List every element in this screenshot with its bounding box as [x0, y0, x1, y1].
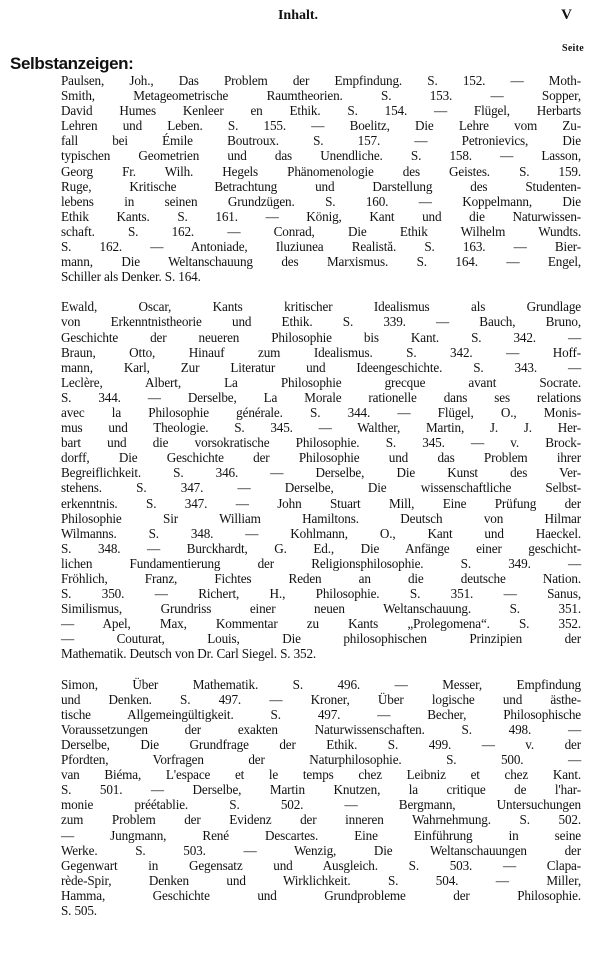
entry-line: David Humes Kenleer en Ethik. S. 154. — Flügel, Herbarts — [61, 103, 581, 119]
entry-line: Georg Fr. Wilh. Hegels Phänomenologie des Geistes. S. 159. — [61, 163, 581, 179]
entry-line: bart und die vorsokratische Philosophie. S. 345. — v. Brock- — [61, 435, 581, 451]
entry-line: S. 505. — [61, 902, 97, 918]
entry-line: lebens in seinen Grundzügen. S. 160. — Koppelmann, Die — [61, 193, 581, 209]
entry-line: lichen Fundamentierung der Religionsphilosophie. S. 349. — — [61, 555, 581, 571]
entry-line: Mathematik. Deutsch von Dr. Carl Siegel. S. 352. — [61, 646, 317, 662]
entry-line: mann, Die Weltanschauung des Marxismus. S. 164. — Engel, — [61, 254, 581, 270]
column-label: Seite — [561, 43, 584, 54]
entry-line: Ethik Kants. S. 161. — König, Kant und die Naturwissen- — [61, 208, 581, 224]
entry-paragraph — [61, 677, 581, 919]
entry-line: Begreiflichkeit. S. 346. — Derselbe, Die Kunst des Ver- — [61, 465, 581, 481]
entry-line: Smith, Metageometrische Raumtheorien. S. 153. — Sopper, — [61, 88, 581, 104]
entry-line: Wilmanns. S. 348. — Kohlmann, O., Kant und Haeckel. — [61, 525, 581, 541]
entry-line: typischen Geometrien und das Unendliche. S. 158. — Lasson, — [61, 148, 581, 164]
entry-line: Gegenwart in Gegensatz und Ausgleich. S. 503. — Clapa- — [61, 857, 581, 873]
entry-line: Pfordten, Vorfragen der Naturphilosophie. S. 500. — — [61, 752, 581, 768]
entry-line: — Jungmann, René Descartes. Eine Einführung in seine — [61, 827, 581, 843]
entry-line: fall bei Émile Boutroux. S. 157. — Petronievics, Die — [61, 133, 581, 149]
page-number: V — [561, 7, 572, 23]
entry-line: S. 501. — Derselbe, Martin Knutzen, la critique de l'har- — [61, 782, 581, 798]
entry-line: Werke. S. 503. — Wenzig, Die Weltanschauungen der — [61, 842, 581, 858]
entry-line: S. 348. — Burckhardt, G. Ed., Die Anfänge einer geschicht- — [61, 540, 581, 556]
entry-line: Philosophie Sir William Hamiltons. Deutsch von Hilmar — [61, 510, 581, 526]
entry-line: von Erkenntnistheorie und Ethik. S. 339. — Bauch, Bruno, — [61, 314, 581, 330]
entry-line: tische Allgemeingültigkeit. S. 497. — Becher, Philosophische — [61, 706, 581, 722]
entry-line: erkenntnis. S. 347. — John Stuart Mill, Eine Prüfung der — [61, 495, 581, 511]
entry-line: S. 344. — Derselbe, La Morale rationelle dans ses relations — [61, 389, 581, 405]
entry-line: S. 162. — Antoniade, Iluziunea Realistă. S. 163. — Bier- — [61, 239, 581, 255]
entry-line: zum Problem der Evidenz der inneren Wahrnehmung. S. 502. — [61, 812, 581, 828]
entry-line: van Biéma, L'espace et le temps chez Leibniz et chez Kant. — [61, 767, 581, 783]
entry-line: monie préétablie. S. 502. — Bergmann, Untersuchungen — [61, 797, 581, 813]
entry-line: S. 350. — Richert, H., Philosophie. S. 351. — Sanus, — [61, 586, 581, 602]
entry-line: Fröhlich, Franz, Fichtes Reden an die deutsche Nation. — [61, 571, 581, 586]
entry-line: Geschichte der neueren Philosophie bis Kant. S. 342. — — [61, 329, 581, 345]
entry-line: stehens. S. 347. — Derselbe, Die wissenschaftliche Selbst- — [61, 480, 581, 496]
entry-line: Hamma, Geschichte und Grundprobleme der Philosophie. — [61, 887, 581, 903]
entry-paragraph — [61, 299, 581, 661]
entry-line: Similismus, Grundriss einer neuen Weltanschauung. S. 351. — [61, 601, 581, 617]
entry-line: Leclère, Albert, La Philosophie grecque avant Socrate. — [61, 374, 581, 390]
entry-line: Schiller als Denker. S. 164. — [61, 269, 201, 285]
entry-line: Simon, Über Mathematik. S. 496. — Messer, Empfindung — [61, 676, 581, 692]
entry-line: Braun, Otto, Hinauf zum Idealismus. S. 342. — Hoff- — [61, 344, 581, 360]
entry-line: Lehren und Leben. S. 155. — Boelitz, Die Lehre vom Zu- — [61, 118, 581, 134]
entry-line: und Denken. S. 497. — Kroner, Über logische und ästhe- — [61, 691, 581, 707]
entry-line: rède-Spir, Denken und Wirklichkeit. S. 504. — Miller, — [61, 872, 581, 888]
entry-line: dorff, Die Geschichte der Philosophie und das Problem ihrer — [61, 450, 581, 466]
entry-line: mus und Theologie. S. 345. — Walther, Martin, J. J. Her- — [61, 420, 581, 436]
entry-line: Paulsen, Joh., Das Problem der Empfindung. S. 152. — Moth- — [61, 73, 581, 88]
entries-list — [61, 73, 581, 918]
entry-line: — Couturat, Louis, Die philosophischen Prinzipien der — [61, 631, 581, 647]
entry-line: mann, Karl, Zur Literatur und Ideengeschichte. S. 343. — — [61, 359, 581, 375]
running-title: Inhalt. — [277, 8, 319, 23]
section-heading: Selbstanzeigen: — [10, 54, 134, 73]
entry-line: schaft. S. 162. — Conrad, Die Ethik Wilhelm Wundts. — [61, 223, 581, 239]
entry-line: — Apel, Max, Kommentar zu Kants „Prolegomena“. S. 352. — [61, 616, 581, 632]
entry-paragraph — [61, 73, 581, 284]
entry-line: Voraussetzungen der exakten Naturwissenschaften. S. 498. — — [61, 721, 581, 737]
entry-line: Derselbe, Die Grundfrage der Ethik. S. 499. — v. der — [61, 736, 581, 752]
entry-line: avec la Philosophie générale. S. 344. — Flügel, O., Monis- — [61, 404, 581, 420]
entry-line: Ewald, Oscar, Kants kritischer Idealismus als Grundlage — [61, 299, 581, 315]
entry-line: Ruge, Kritische Betrachtung und Darstellung des Studenten- — [61, 178, 581, 194]
